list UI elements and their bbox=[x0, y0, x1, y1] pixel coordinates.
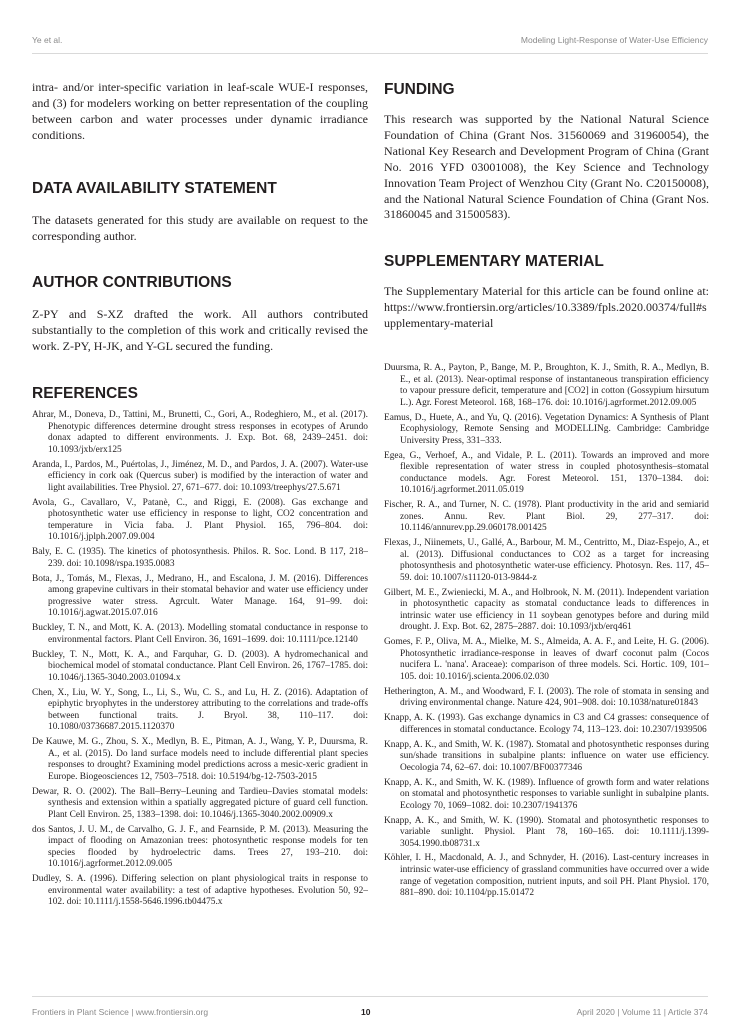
reference-item: Aranda, I., Pardos, M., Puértolas, J., Jiménez, M. D., and Pardos, J. A. (2007). Water-use efficiency in cork oak (Quercus suber) is modified by the interaction of water and light availabilities. Tree Physiol. 27, 671–677. doi: 10.1093/treephys/27.5.671 bbox=[32, 459, 368, 493]
reference-item: dos Santos, J. U. M., de Carvalho, G. J. F., and Fearnside, P. M. (2013). Measuring the impact of flooding on Amazonian trees: photosynthetic response models for ten species flooded by hydroelectric dams. Trees 27, 193–210. doi: 10.1016/j.agrformet.2012.09.005 bbox=[32, 824, 368, 870]
reference-item: Gilbert, M. E., Zwieniecki, M. A., and Holbrook, N. M. (2011). Independent variation in photosynthetic capacity as stomatal conductance leads to differences in intrinsic water use efficiency in 11 soybean genotypes before and during mild drought. J. Exp. Bot. 62, 2875–2887. doi: 10.1093/jxb/erq461 bbox=[384, 587, 709, 633]
footer-divider bbox=[32, 996, 708, 997]
reference-list-left bbox=[32, 410, 368, 909]
data-availability-heading: DATA AVAILABILITY STATEMENT bbox=[32, 179, 277, 197]
reference-item: Knapp, A. K., and Smith, W. K. (1987). Stomatal and photosynthetic responses during sun/shade transitions in subalpine plants: influence on water use efficiency. Oecologia 74, 62–67. doi: 10.1007/BF00377346 bbox=[384, 739, 709, 773]
supplementary-link[interactable]: https://www.frontiersin.org/articles/10.3389/fpls.2020.00374/full#supplementary-material bbox=[384, 300, 707, 331]
funding-heading: FUNDING bbox=[384, 81, 455, 98]
reference-item: Egea, G., Verhoef, A., and Vidale, P. L. (2011). Towards an improved and more flexible representation of water stress in coupled photosynthesis–stomatal conductance models. Agr. Forest Meteorol. 151, 1370–1384. doi: 10.1016/j.agrformet.2011.05.019 bbox=[384, 450, 709, 496]
reference-item: Knapp, A. K., and Smith, W. K. (1989). Influence of growth form and water relations on stomatal and photosynthetic responses to variable sunlight in subalpine plants. Ecology 70, 1069–1082. doi: 10.2307/1941376 bbox=[384, 777, 709, 811]
data-availability-text: The datasets generated for this study are available on request to the corresponding author. bbox=[32, 212, 368, 243]
reference-item: Baly, E. C. (1935). The kinetics of photosynthesis. Philos. R. Soc. Lond. B 117, 218–239. doi: 10.1098/rspa.1935.0083 bbox=[32, 547, 368, 569]
reference-item: Hetherington, A. M., and Woodward, F. I. (2003). The role of stomata in sensing and driving environmental change. Nature 424, 901–908. doi: 10.1038/nature01843 bbox=[384, 686, 709, 709]
footer-journal: Frontiers in Plant Science | www.frontiersin.org bbox=[32, 1007, 209, 1017]
reference-item: Knapp, A. K. (1993). Gas exchange dynamics in C3 and C4 grasses: consequence of differences in stomatal conductance. Ecology 74, 113–123. doi: 10.2307/1939506 bbox=[384, 713, 709, 735]
reference-item: Chen, X., Liu, W. Y., Song, L., Li, S., Wu, C. S., and Lu, H. Z. (2016). Adaptation of epiphytic bryophytes in the understorey attributing to the correlations and trade-offs between functional traits. J. Bryol. 38, 110–117. doi: 10.1080/03736687.2015.1120370 bbox=[32, 687, 368, 733]
author-contributions-text: Z-PY and S-XZ drafted the work. All authors contributed substantially to the completion of this work and critically revised the work. Z-PY, H-JK, and Y-GL secured the funding. bbox=[32, 307, 368, 354]
reference-list-right bbox=[384, 363, 709, 900]
reference-item: De Kauwe, M. G., Zhou, S. X., Medlyn, B. E., Pitman, A. J., Wang, Y. P., Duursma, R. A., et al. (2015). Do land surface models need to include differential plant species responses to drought? Examining model predictions across a mesic-xeric gradient in Europe. Biogeosciences 12, 7503–7518. doi: 10.5194/bg-12-7503-2015 bbox=[32, 737, 368, 782]
reference-item: Buckley, T. N., Mott, K. A., and Farquhar, G. D. (2003). A hydromechanical and biochemical model of stomatal conductance. Plant Cell Environ. 26, 1767–1785. doi: 10.1046/j.1365-3040.2003.01094.x bbox=[32, 649, 368, 683]
supplementary-text bbox=[384, 284, 709, 332]
reference-item: Avola, G., Cavallaro, V., Patanè, C., and Riggi, E. (2008). Gas exchange and photosynthetic water use efficiency in response to light, CO2 concentration and temperature in Vicia faba. J. Plant Physiol. 165, 796–804. doi: 10.1016/j.jplph.2007.09.004 bbox=[32, 497, 368, 543]
author-contributions-heading: AUTHOR CONTRIBUTIONS bbox=[32, 274, 232, 292]
header-divider bbox=[32, 53, 708, 54]
reference-item: Fischer, R. A., and Turner, N. C. (1978). Plant productivity in the arid and semiarid zones. Annu. Rev. Plant Biol. 29, 277–317. doi: 10.1146/annurev.pp.29.060178.001425 bbox=[384, 500, 709, 534]
right-column bbox=[384, 80, 709, 903]
reference-item: Buckley, T. N., and Mott, K. A. (2013). Modelling stomatal conductance in response to environmental factors. Plant Cell Environ. 36, 1691–1699. doi: 10.1111/pce.12140 bbox=[32, 623, 368, 645]
footer-issue: April 2020 | Volume 11 | Article 374 bbox=[576, 1007, 708, 1017]
references-heading: REFERENCES bbox=[32, 385, 138, 403]
left-column bbox=[32, 80, 368, 912]
intro-paragraph: intra- and/or inter-specific variation in leaf-scale WUE-I responses, and (3) for modelers working on better representation of the coupling between carbon and water processes under dynamic irradiance conditions. bbox=[32, 80, 368, 142]
running-header-authors: Ye et al. bbox=[32, 35, 63, 45]
reference-item: Gomes, F. P., Oliva, M. A., Mielke, M. S., Almeida, A. A. F., and Leite, H. G. (2006). Photosynthetic irradiance-response in leaves of dwarf coconut palm (Cocos nucifera L. 'nana'. Araceae): comparison of three models. Sci. Hortic. 109, 101–105. doi: 10.1016/j.scienta.2006.02.030 bbox=[384, 637, 709, 683]
reference-item: Knapp, A. K., and Smith, W. K. (1990). Stomatal and photosynthetic responses to variable sunlight. Physiol. Plant 78, 160–165. doi: 10.1111/j.1399-3054.1990.tb08731.x bbox=[384, 815, 709, 849]
reference-item: Bota, J., Tomás, M., Flexas, J., Medrano, H., and Escalona, J. M. (2016). Differences among grapevine cultivars in their stomatal behavior and water use efficiency under progressive water stress. Agrcult. Water Manage. 164, 91–99. doi: 10.1016/j.agwat.2015.07.016 bbox=[32, 573, 368, 619]
running-header-title: Modeling Light-Response of Water-Use Efficiency bbox=[520, 35, 708, 45]
reference-item: Köhler, I. H., Macdonald, A. J., and Schnyder, H. (2016). Last-century increases in intrinsic water-use efficiency of grassland communities have occurred over a wide range of vegetation composition, nutrient inputs, and soil PH. Plant Physiol. 170, 881–890. doi: 10.1104/pp.15.01472 bbox=[384, 853, 709, 899]
reference-item: Eamus, D., Huete, A., and Yu, Q. (2016). Vegetation Dynamics: A Synthesis of Plant Ecophysiology, Remote Sensing and MODELLINg. Cambridge: Cambridge University Press, 331–333. bbox=[384, 412, 709, 446]
reference-item: Duursma, R. A., Payton, P., Bange, M. P., Broughton, K. J., Smith, R. A., Medlyn, B. E., et al. (2013). Near-optimal response of instantaneous transpiration efficiency to vapour pressure deficit, temperature and [CO2] in cotton (Gossypium hirsutum L.). Agr. Forest Meteorol. 168, 168–176. doi: 10.1016/j.agrformet.2012.09.005 bbox=[384, 363, 709, 408]
reference-item: Dudley, S. A. (1996). Differing selection on plant physiological traits in response to environmental water availability: a test of adaptive hypotheses. Evolution 50, 92–102. doi: 10.1111/j.1558-5646.1996.tb04475.x bbox=[32, 874, 368, 908]
funding-text: This research was supported by the National Natural Science Foundation of China (Grant Nos. 31560069 and 31960054), the National Key Research and Development Program of China (Grant No. 2016 YFD 03001008), the Key Science and Technology Innovation Team Project of Wenzhou City (Grant No. C20150008), and the National Natural Science Foundation of China (Grant Nos. 31860045 and 31500583). bbox=[384, 112, 709, 222]
reference-item: Flexas, J., Niinemets, U., Gallé, A., Barbour, M. M., Centritto, M., Diaz-Espejo, A., et al. (2013). Diffusional conductances to CO2 as a target for increasing photosynthesis and photosynthetic water-use efficiency. Photosyn. Res. 117, 45–59. doi: 10.1007/s11120-013-9844-z bbox=[384, 538, 709, 583]
reference-item: Ahrar, M., Doneva, D., Tattini, M., Brunetti, C., Gori, A., Rodeghiero, M., et al. (2017). Phenotypic differences determine drought stress responses in ecotypes of Arundo donax adapted to different environments. J. Exp. Bot. 68, 2439–2451. doi: 10.1093/jxb/erx125 bbox=[32, 410, 368, 455]
page-number: 10 bbox=[361, 1007, 371, 1017]
supplementary-intro: The Supplementary Material for this article can be found online at: bbox=[384, 284, 709, 299]
reference-item: Dewar, R. O. (2002). The Ball–Berry–Leuning and Tardieu–Davies stomatal models: synthesis and extension within a spatially aggregated picture of guard cell function. Plant Cell Environ. 25, 1383–1398. doi: 10.1046/j.1365-3040.2002.00909.x bbox=[32, 786, 368, 820]
supplementary-heading: SUPPLEMENTARY MATERIAL bbox=[384, 253, 604, 271]
